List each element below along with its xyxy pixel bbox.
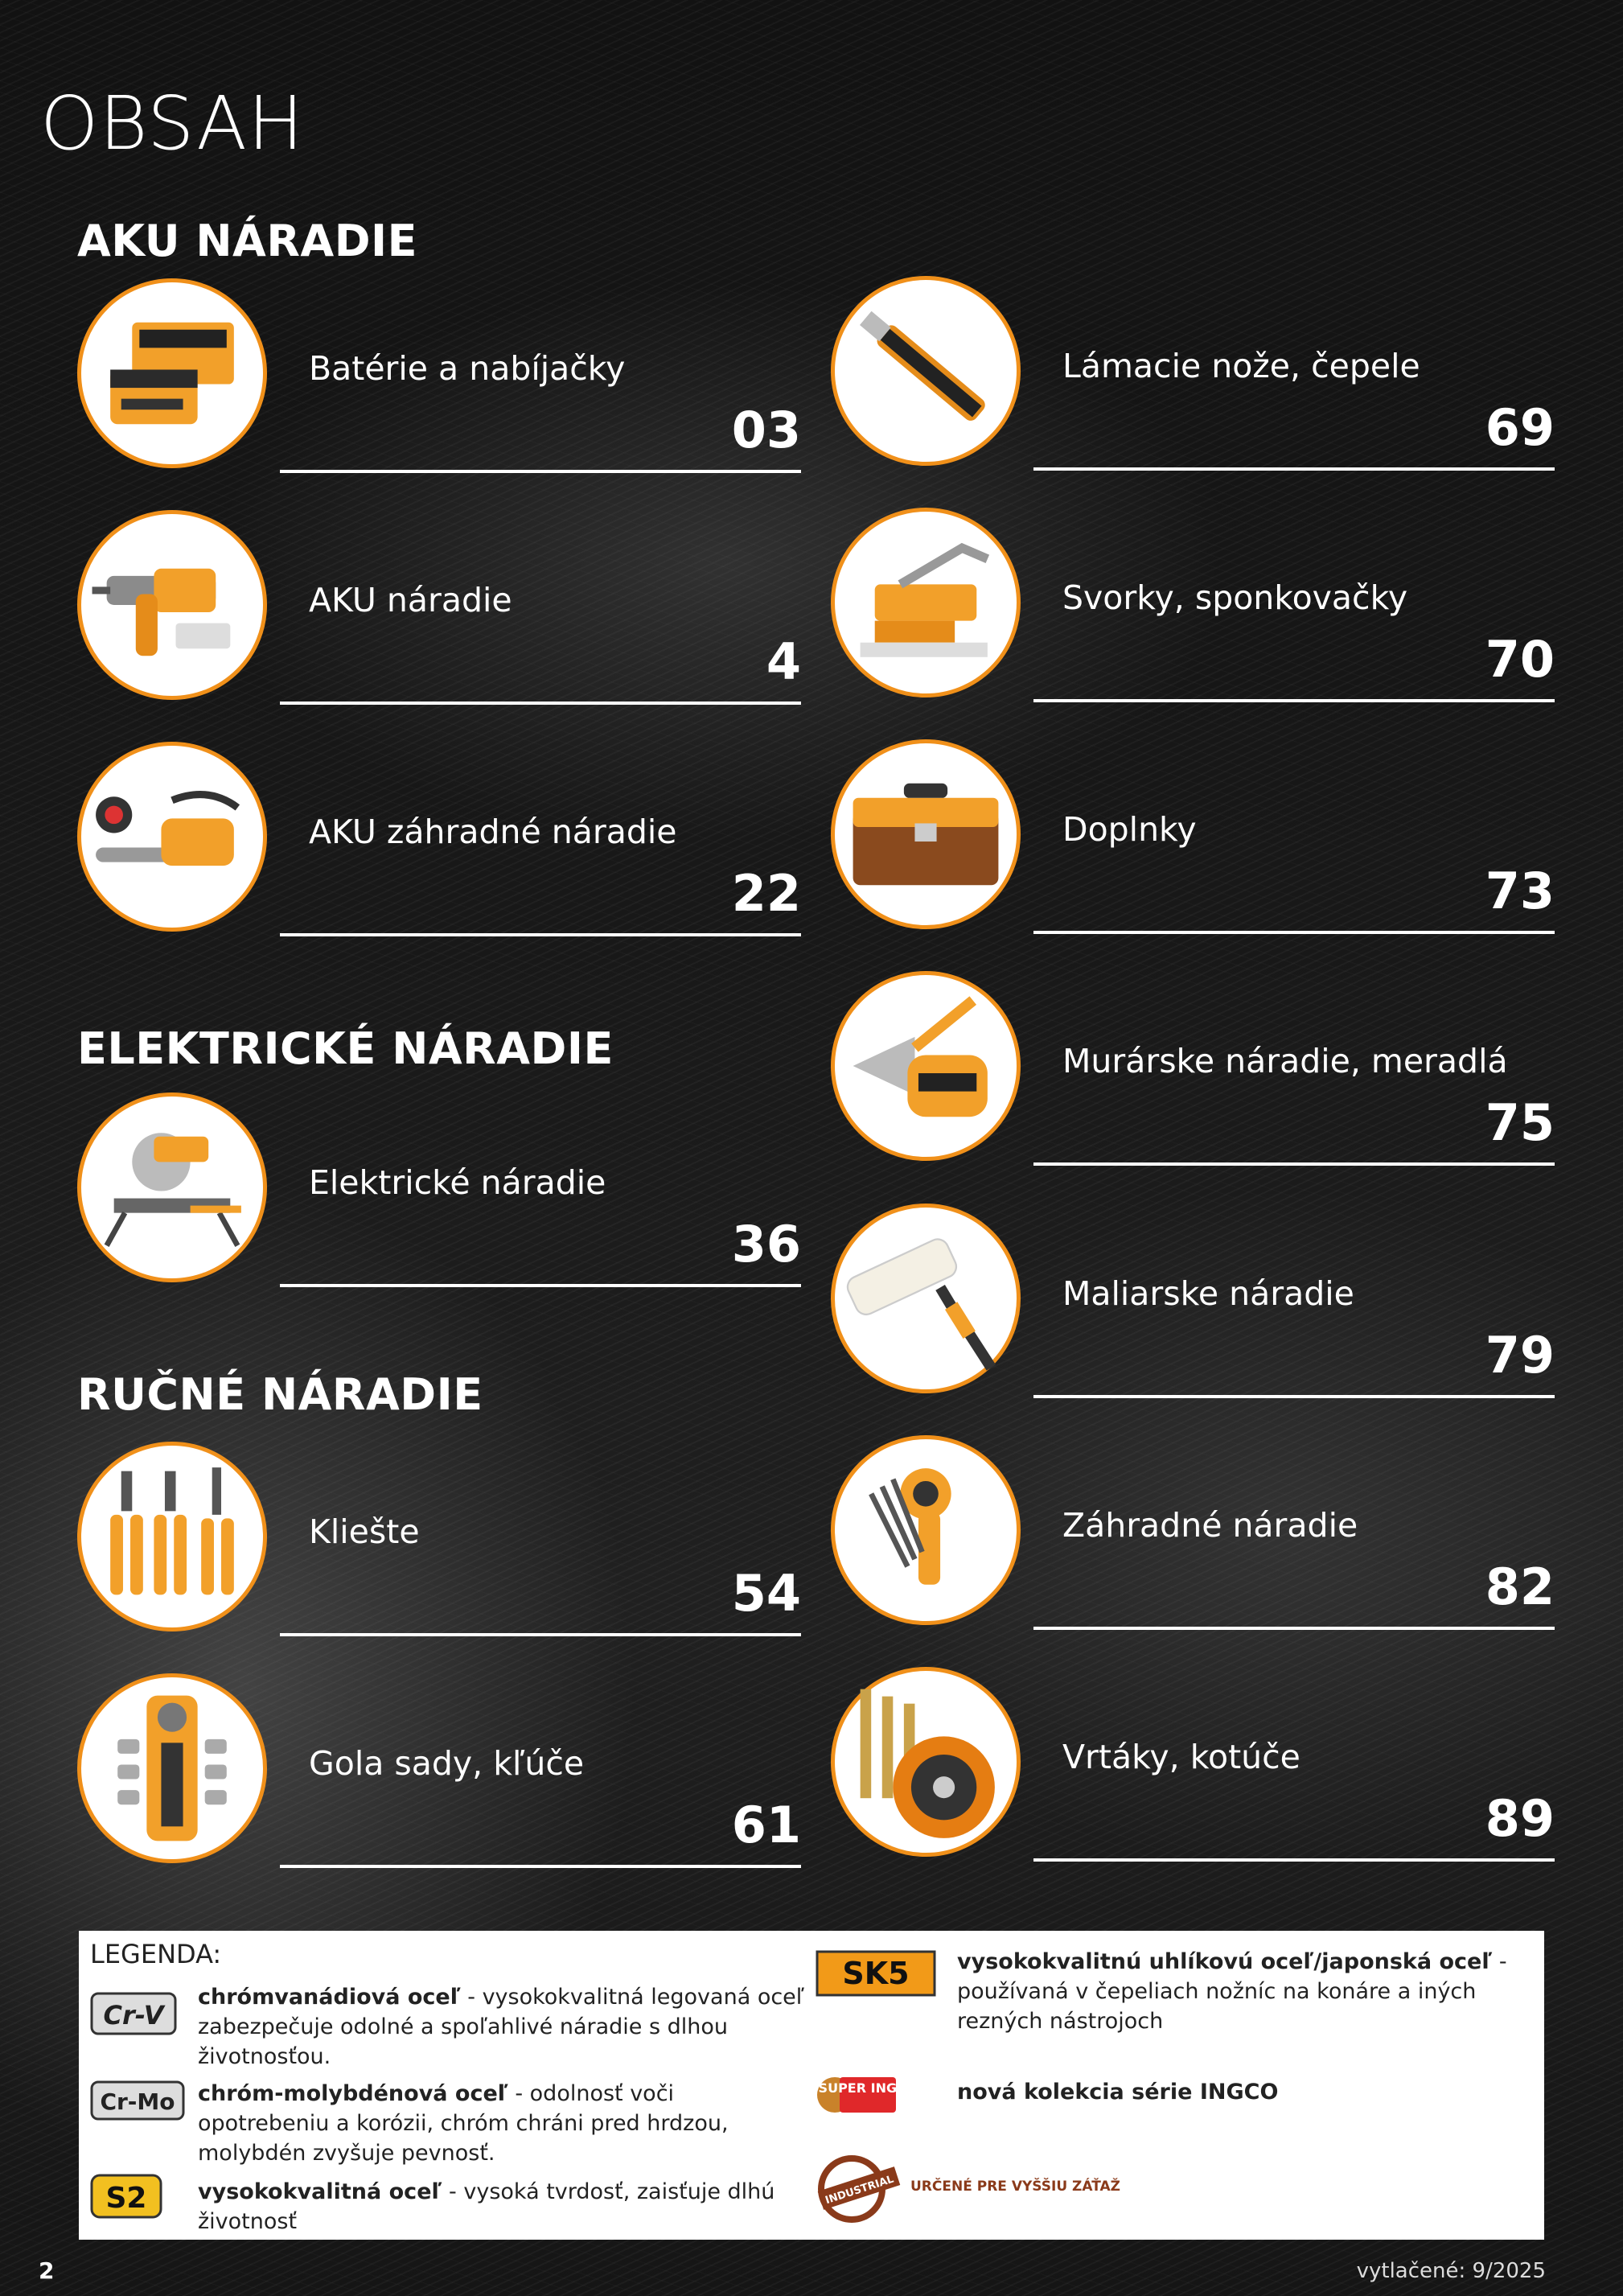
toc-page-number: 61: [731, 1796, 801, 1854]
battery-charger-thumbnail: [77, 278, 267, 468]
legend-term: URČENÉ PRE VYŠŠIU ZÁŤAŽ: [910, 2179, 1120, 2195]
toc-entry-svorky[interactable]: [831, 508, 1555, 709]
crv-badge-icon: [90, 1989, 177, 2037]
spray-gun-thumbnail: [831, 1435, 1021, 1625]
toc-page-number: 4: [766, 632, 801, 691]
toc-divider: [1033, 1395, 1555, 1398]
toc-label: Kliešte: [309, 1512, 420, 1551]
legend-title: LEGENDA:: [90, 1939, 222, 1969]
toc-divider: [280, 470, 801, 473]
crmo-badge-icon: [90, 2079, 185, 2122]
legend-term: chróm-molybdénová oceľ: [198, 2081, 508, 2106]
toc-label: Elektrické náradie: [309, 1163, 606, 1202]
toc-divider: [280, 1633, 801, 1636]
toc-page-number: 22: [731, 864, 801, 923]
toc-divider: [280, 702, 801, 705]
paint-roller-thumbnail: [831, 1204, 1021, 1393]
legend-item-sk5: [957, 1947, 1568, 2036]
legend-desc: - používaná v čepeliach nožníc na konáre a iných rezných nástrojoch: [957, 1949, 1507, 2034]
legend-item-super: [957, 2077, 1568, 2107]
legend-box: [79, 1931, 1544, 2240]
toc-entry-klieste[interactable]: [77, 1442, 801, 1643]
toc-label: Vrtáky, kotúče: [1062, 1738, 1300, 1776]
toc-page-number: 54: [731, 1564, 801, 1623]
chainsaw-thumbnail: [77, 742, 267, 932]
legend-term: chrómvanádiová oceľ: [198, 1985, 461, 2010]
toc-entry-murarske[interactable]: [831, 971, 1555, 1172]
toc-entry-maliarske[interactable]: [831, 1204, 1555, 1405]
toc-page-number: 73: [1485, 862, 1555, 920]
toc-entry-gola[interactable]: [77, 1673, 801, 1874]
sk5-badge-label: SK5: [842, 1956, 910, 1991]
toc-label: AKU záhradné náradie: [309, 813, 677, 851]
toc-page-number: 69: [1485, 398, 1555, 457]
toc-entry-aku-zahradne[interactable]: [77, 742, 801, 943]
toc-label: Doplnky: [1062, 810, 1197, 849]
crv-badge-label: Cr-V: [103, 2000, 164, 2031]
toc-divider: [280, 1284, 801, 1287]
toc-divider: [280, 1865, 801, 1868]
page-number: 2: [39, 2257, 55, 2284]
section-heading-rucne: RUČNÉ NÁRADIE: [77, 1369, 483, 1420]
legend-desc: - vysokokvalitná legovaná oceľ zabezpečuje odolné a spoľahlivé náradie s dlhou životnosťou.: [198, 1985, 804, 2069]
print-date: vytlačené: 9/2025: [1356, 2259, 1546, 2283]
legend-term: vysokokvalitnú uhlíkovú oceľ/japonská oceľ: [957, 1949, 1493, 1974]
section-heading-elektricke: ELEKTRICKÉ NÁRADIE: [77, 1023, 614, 1074]
crmo-badge-label: Cr-Mo: [100, 2088, 175, 2115]
toc-entry-zahradne[interactable]: [831, 1435, 1555, 1636]
miter-saw-thumbnail: [77, 1092, 267, 1282]
toc-page-number: 82: [1485, 1557, 1555, 1616]
toc-entry-aku[interactable]: [77, 510, 801, 711]
toc-divider: [280, 933, 801, 936]
toc-label: AKU náradie: [309, 581, 512, 619]
industrial-logo-label: INDUSTRIAL: [824, 2173, 896, 2208]
drill-bits-disc-thumbnail: [831, 1667, 1021, 1857]
super-logo-label: SUPER INGCO: [818, 2080, 918, 2096]
snap-knife-thumbnail: [831, 276, 1021, 466]
legend-item-s2: [198, 2177, 809, 2236]
staple-gun-thumbnail: [831, 508, 1021, 697]
toc-page-number: 89: [1485, 1789, 1555, 1848]
cordless-hammer-thumbnail: [77, 510, 267, 700]
toc-divider: [1033, 931, 1555, 934]
super-ingco-logo-icon: [816, 2059, 918, 2127]
toc-page-number: 79: [1485, 1326, 1555, 1385]
toc-entry-doplnky[interactable]: [831, 739, 1555, 940]
toc-divider: [1033, 1162, 1555, 1166]
s2-badge-icon: [90, 2172, 162, 2220]
legend-item-crv: [198, 1982, 809, 2072]
legend-desc: - vysoká tvrdosť, zaisťuje dlhú životnosť: [198, 2179, 775, 2234]
legend-term: vysokokvalitná oceľ: [198, 2179, 442, 2204]
legend-item-industrial: [910, 2172, 1522, 2202]
toc-page-number: 03: [731, 401, 801, 459]
tool-box-thumbnail: [831, 739, 1021, 929]
page-title: OBSAH: [40, 80, 305, 167]
toc-divider: [1033, 699, 1555, 702]
toc-label: Gola sady, kľúče: [309, 1744, 585, 1783]
pliers-thumbnail: [77, 1442, 267, 1631]
toc-divider: [1033, 1858, 1555, 1862]
toc-label: Lámacie nože, čepele: [1062, 347, 1420, 385]
toc-divider: [1033, 467, 1555, 471]
s2-badge-label: S2: [105, 2182, 147, 2215]
toc-entry-elektricke[interactable]: [77, 1092, 801, 1294]
section-heading-aku: AKU NÁRADIE: [77, 216, 417, 266]
toc-label: Svorky, sponkovačky: [1062, 578, 1408, 617]
socket-set-thumbnail: [77, 1673, 267, 1863]
toc-page-number: 36: [731, 1215, 801, 1273]
toc-label: Murárske náradie, meradlá: [1062, 1042, 1508, 1080]
toc-page-number: 75: [1485, 1093, 1555, 1152]
legend-term: nová kolekcia série INGCO: [957, 2080, 1279, 2105]
legend-desc: - odolnosť voči opotrebeniu a korózii, chróm chráni pred hrdzou, molybdén zvyšuje pevnosť.: [198, 2081, 729, 2166]
industrial-logo-icon: [816, 2153, 904, 2225]
toc-page-number: 70: [1485, 630, 1555, 689]
trowel-tape-measure-thumbnail: [831, 971, 1021, 1161]
toc-label: Maliarske náradie: [1062, 1274, 1354, 1313]
toc-label: Záhradné náradie: [1062, 1506, 1358, 1545]
toc-entry-baterie[interactable]: [77, 278, 801, 479]
toc-divider: [1033, 1627, 1555, 1630]
toc-entry-vrtaky[interactable]: [831, 1667, 1555, 1868]
toc-label: Batérie a nabíjačky: [309, 349, 626, 388]
legend-item-crmo: [198, 2079, 809, 2168]
sk5-badge-icon: [816, 1950, 936, 1997]
toc-entry-lamacie[interactable]: [831, 276, 1555, 477]
